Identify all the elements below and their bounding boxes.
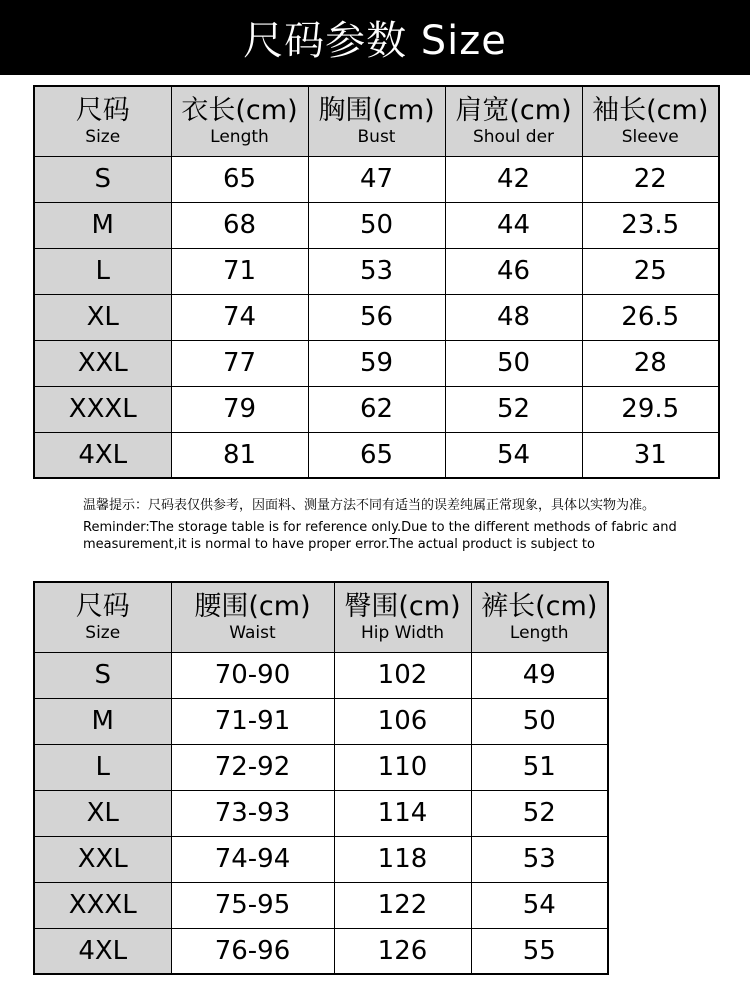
size-label: XXL [34, 340, 171, 386]
bust-value: 59 [308, 340, 445, 386]
bottom-size-table [33, 581, 609, 975]
bust-value: 47 [308, 156, 445, 202]
bust-value: 53 [308, 248, 445, 294]
shoulder-value: 54 [445, 432, 582, 478]
hip-width-value: 118 [334, 836, 471, 882]
bust-value: 65 [308, 432, 445, 478]
pants-length-value: 54 [471, 882, 608, 928]
header-cn: 肩宽(cm) [455, 94, 572, 126]
length-value: 77 [171, 340, 308, 386]
length-value: 74 [171, 294, 308, 340]
header-sleeve [582, 86, 719, 156]
waist-value: 73-93 [171, 790, 334, 836]
hip-width-value: 106 [334, 698, 471, 744]
size-label: M [34, 698, 171, 744]
header-en: Hip Width [360, 622, 445, 643]
header-cn: 尺码 [75, 94, 130, 126]
table-row [34, 432, 719, 478]
header-en: Length [509, 622, 569, 643]
pants-length-value: 50 [471, 698, 608, 744]
header-length [171, 86, 308, 156]
pants-length-value: 51 [471, 744, 608, 790]
length-value: 79 [171, 386, 308, 432]
pants-length-value: 53 [471, 836, 608, 882]
header-cn: 腰围(cm) [194, 590, 311, 622]
header-en: Size [85, 622, 121, 643]
header-en: Shoul der [472, 126, 555, 147]
shoulder-value: 46 [445, 248, 582, 294]
shoulder-value: 50 [445, 340, 582, 386]
waist-value: 74-94 [171, 836, 334, 882]
sleeve-value: 29.5 [582, 386, 719, 432]
header-en: Waist [229, 622, 276, 643]
header-cn: 裤长(cm) [481, 590, 598, 622]
table-row [34, 652, 608, 698]
size-label: S [34, 652, 171, 698]
shoulder-value: 52 [445, 386, 582, 432]
size-label: L [34, 248, 171, 294]
bust-value: 56 [308, 294, 445, 340]
table-row [34, 294, 719, 340]
table-row [34, 698, 608, 744]
sleeve-value: 25 [582, 248, 719, 294]
hip-width-value: 110 [334, 744, 471, 790]
length-value: 68 [171, 202, 308, 248]
header-size [34, 582, 171, 652]
table-row [34, 202, 719, 248]
sleeve-value: 23.5 [582, 202, 719, 248]
header-cn: 胸围(cm) [318, 94, 435, 126]
hip-width-value: 122 [334, 882, 471, 928]
size-label: 4XL [34, 432, 171, 478]
size-label: M [34, 202, 171, 248]
length-value: 71 [171, 248, 308, 294]
table-row [34, 790, 608, 836]
pants-length-value: 52 [471, 790, 608, 836]
reminder-note-en: Reminder:The storage table is for reference only.Due to the different methods of fabric and measurement,it is normal to have proper error.The actual product is subject to [83, 520, 677, 552]
length-value: 81 [171, 432, 308, 478]
size-label: L [34, 744, 171, 790]
hip-width-value: 126 [334, 928, 471, 974]
bust-value: 50 [308, 202, 445, 248]
header-cn: 袖长(cm) [592, 94, 709, 126]
waist-value: 72-92 [171, 744, 334, 790]
header-en: Length [210, 126, 269, 147]
header-waist [171, 582, 334, 652]
waist-value: 76-96 [171, 928, 334, 974]
sleeve-value: 26.5 [582, 294, 719, 340]
top-size-table [33, 85, 720, 479]
header-en: Sleeve [621, 126, 679, 147]
table-row [34, 744, 608, 790]
waist-value: 70-90 [171, 652, 334, 698]
header-bust [308, 86, 445, 156]
shoulder-value: 48 [445, 294, 582, 340]
table-header-row [34, 582, 608, 652]
header-hip-width [334, 582, 471, 652]
sleeve-value: 28 [582, 340, 719, 386]
table-row [34, 928, 608, 974]
length-value: 65 [171, 156, 308, 202]
shoulder-value: 42 [445, 156, 582, 202]
waist-value: 71-91 [171, 698, 334, 744]
page-title: 尺码参数 Size [0, 0, 750, 75]
header-en: Size [85, 126, 121, 147]
reminder-note-cn: 温馨提示：尺码表仅供参考，因面料、测量方法不同有适当的误差纯属正常现象，具体以实物为准。 [83, 498, 656, 513]
table-row [34, 836, 608, 882]
header-size [34, 86, 171, 156]
table-row [34, 340, 719, 386]
header-shoulder [445, 86, 582, 156]
header-cn: 衣长(cm) [181, 94, 298, 126]
header-en: Bust [357, 126, 396, 147]
shoulder-value: 44 [445, 202, 582, 248]
size-label: XXL [34, 836, 171, 882]
sleeve-value: 31 [582, 432, 719, 478]
pants-length-value: 49 [471, 652, 608, 698]
size-label: XL [34, 790, 171, 836]
table-row [34, 248, 719, 294]
table-row [34, 882, 608, 928]
pants-length-value: 55 [471, 928, 608, 974]
header-pants-length [471, 582, 608, 652]
table-row [34, 156, 719, 202]
size-label: XXXL [34, 386, 171, 432]
size-label: S [34, 156, 171, 202]
size-label: 4XL [34, 928, 171, 974]
bust-value: 62 [308, 386, 445, 432]
size-label: XL [34, 294, 171, 340]
hip-width-value: 114 [334, 790, 471, 836]
header-cn: 臀围(cm) [344, 590, 461, 622]
table-header-row [34, 86, 719, 156]
sleeve-value: 22 [582, 156, 719, 202]
waist-value: 75-95 [171, 882, 334, 928]
table-row [34, 386, 719, 432]
size-label: XXXL [34, 882, 171, 928]
header-cn: 尺码 [75, 590, 130, 622]
hip-width-value: 102 [334, 652, 471, 698]
